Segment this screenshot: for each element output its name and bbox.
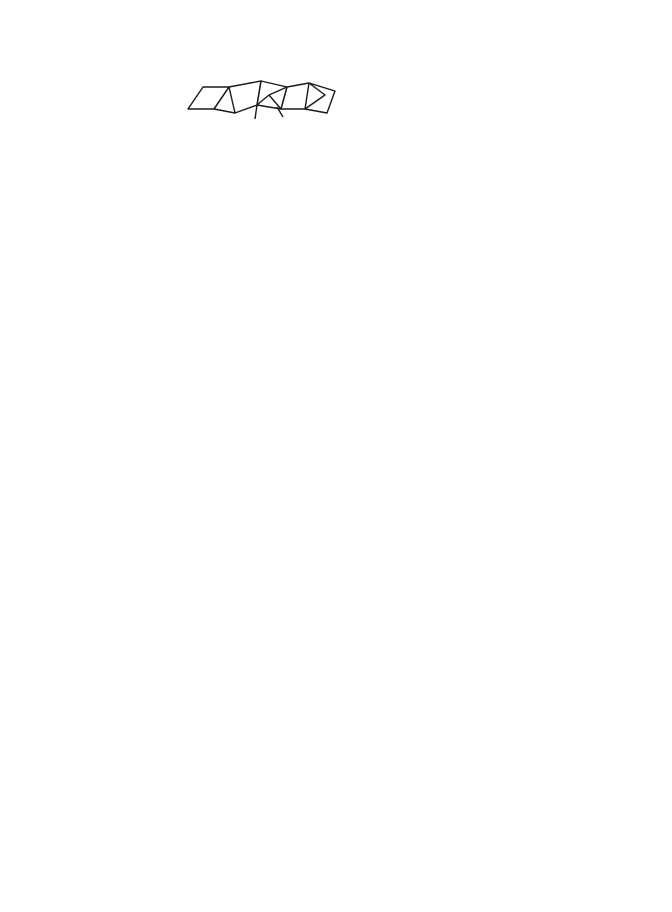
compound-label: [376, 101, 390, 115]
molecule-drawing: [185, 75, 365, 135]
page-header: [0, 28, 672, 48]
structure-figure: [80, 75, 610, 143]
reference-list: [50, 75, 610, 143]
